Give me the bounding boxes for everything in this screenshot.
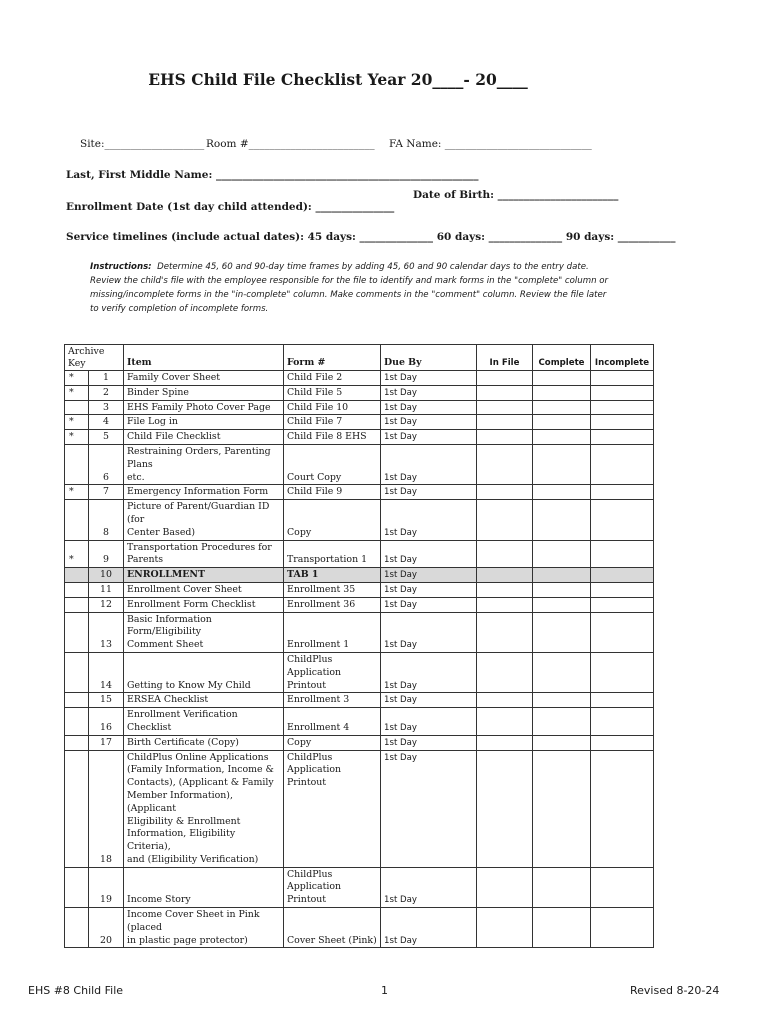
in-file-cell[interactable] — [477, 750, 533, 867]
in-file-cell[interactable] — [477, 385, 533, 400]
complete-cell[interactable] — [533, 371, 591, 386]
item-number-cell: 1 — [89, 371, 124, 386]
form-number-cell: Child File 9 — [284, 485, 381, 500]
in-file-cell[interactable] — [477, 371, 533, 386]
form-number-cell: Child File 2 — [284, 371, 381, 386]
due-by-cell: 1st Day — [381, 540, 477, 568]
form-number-cell: Child File 5 — [284, 385, 381, 400]
enrollment-date-field: Enrollment Date (1st day child attended): _______________ — [66, 201, 395, 213]
incomplete-cell[interactable] — [591, 430, 654, 445]
item-cell: ENROLLMENT — [124, 568, 284, 583]
in-file-cell[interactable] — [477, 430, 533, 445]
table-row — [65, 867, 654, 907]
instructions-label: Instructions: — [90, 262, 152, 272]
table-row — [65, 652, 654, 692]
in-file-cell[interactable] — [477, 540, 533, 568]
instructions-text: Determine 45, 60 and 90-day time frames by adding 45, 60 and 90 calendar days to the entry date. Review the child's file with the employee responsible for the file to identify and mark forms in the "complete" column or missing/incomplete forms in the "in-complete" column. Make comments in the "comment" column. Review the file later to verify completion of incomplete forms. — [90, 262, 609, 314]
archive-key-cell — [65, 400, 89, 415]
form-header: Form # — [284, 345, 381, 371]
due-by-cell: 1st Day — [381, 500, 477, 540]
archive-key-cell: * — [65, 415, 89, 430]
complete-cell[interactable] — [533, 693, 591, 708]
form-number-cell: Transportation 1 — [284, 540, 381, 568]
incomplete-cell[interactable] — [591, 708, 654, 736]
complete-cell[interactable] — [533, 485, 591, 500]
archive-key-cell — [65, 652, 89, 692]
item-number-cell: 6 — [89, 444, 124, 484]
due-by-cell: 1st Day — [381, 708, 477, 736]
complete-cell[interactable] — [533, 597, 591, 612]
in-file-cell[interactable] — [477, 444, 533, 484]
incomplete-cell[interactable] — [591, 908, 654, 948]
form-number-cell: Copy — [284, 500, 381, 540]
in-file-cell[interactable] — [477, 867, 533, 907]
in-file-cell[interactable] — [477, 500, 533, 540]
complete-cell[interactable] — [533, 867, 591, 907]
table-header-row — [65, 345, 654, 371]
in-file-cell[interactable] — [477, 415, 533, 430]
item-number-cell: 11 — [89, 582, 124, 597]
complete-cell[interactable] — [533, 708, 591, 736]
complete-cell[interactable] — [533, 612, 591, 652]
incomplete-cell[interactable] — [591, 415, 654, 430]
fa-name-field: FA Name: ____________________________ — [389, 138, 592, 150]
due-by-cell: 1st Day — [381, 612, 477, 652]
incomplete-cell[interactable] — [591, 371, 654, 386]
complete-cell[interactable] — [533, 500, 591, 540]
archive-key-header: Archive Key — [65, 345, 124, 371]
table-row — [65, 612, 654, 652]
item-cell: Basic Information Form/Eligibility Comment Sheet — [124, 612, 284, 652]
complete-cell[interactable] — [533, 444, 591, 484]
form-number-cell: Child File 7 — [284, 415, 381, 430]
incomplete-cell[interactable] — [591, 500, 654, 540]
complete-header: Complete — [533, 345, 591, 371]
item-number-cell: 15 — [89, 693, 124, 708]
archive-key-cell — [65, 597, 89, 612]
archive-key-cell — [65, 750, 89, 867]
footer-left: EHS #8 Child File — [28, 984, 124, 997]
item-cell: Getting to Know My Child — [124, 652, 284, 692]
due-by-cell: 1st Day — [381, 750, 477, 867]
checklist-table — [64, 344, 654, 948]
incomplete-cell[interactable] — [591, 540, 654, 568]
in-file-cell[interactable] — [477, 735, 533, 750]
form-number-cell: Child File 10 — [284, 400, 381, 415]
due-by-cell: 1st Day — [381, 400, 477, 415]
incomplete-cell[interactable] — [591, 652, 654, 692]
table-row — [65, 597, 654, 612]
item-cell: Income Story — [124, 867, 284, 907]
item-number-cell: 7 — [89, 485, 124, 500]
item-number-cell: 10 — [89, 568, 124, 583]
table-row — [65, 582, 654, 597]
complete-cell[interactable] — [533, 568, 591, 583]
item-cell: Enrollment Verification Checklist — [124, 708, 284, 736]
in-file-cell[interactable] — [477, 652, 533, 692]
item-number-cell: 9 — [89, 540, 124, 568]
in-file-header: In File — [477, 345, 533, 371]
service-timelines-field: Service timelines (include actual dates): 45 days: ______________ 60 days: ______________ 90 days: ___________ — [66, 231, 676, 243]
item-number-cell: 20 — [89, 908, 124, 948]
complete-cell[interactable] — [533, 415, 591, 430]
incomplete-cell[interactable] — [591, 444, 654, 484]
form-number-cell: Enrollment 1 — [284, 612, 381, 652]
table-row — [65, 415, 654, 430]
form-number-cell: ChildPlus Application Printout — [284, 750, 381, 867]
table-row — [65, 568, 654, 583]
form-number-cell: Court Copy — [284, 444, 381, 484]
footer-right: Revised 8-20-24 — [630, 984, 720, 997]
item-cell: Enrollment Cover Sheet — [124, 582, 284, 597]
form-number-cell: ChildPlus Application Printout — [284, 652, 381, 692]
form-number-cell: Enrollment 36 — [284, 597, 381, 612]
table-row — [65, 908, 654, 948]
complete-cell[interactable] — [533, 540, 591, 568]
due-by-cell: 1st Day — [381, 735, 477, 750]
item-number-cell: 3 — [89, 400, 124, 415]
item-cell: EHS Family Photo Cover Page — [124, 400, 284, 415]
archive-key-cell: * — [65, 540, 89, 568]
due-by-cell: 1st Day — [381, 444, 477, 484]
item-cell: File Log in — [124, 415, 284, 430]
due-by-cell: 1st Day — [381, 597, 477, 612]
table-row — [65, 708, 654, 736]
incomplete-cell[interactable] — [591, 750, 654, 867]
complete-cell[interactable] — [533, 430, 591, 445]
form-number-cell: Enrollment 35 — [284, 582, 381, 597]
item-cell: Income Cover Sheet in Pink (placed in plastic page protector) — [124, 908, 284, 948]
due-by-cell: 1st Day — [381, 582, 477, 597]
item-number-cell: 4 — [89, 415, 124, 430]
table-row — [65, 385, 654, 400]
item-cell: Transportation Procedures for Parents — [124, 540, 284, 568]
table-row — [65, 400, 654, 415]
item-number-cell: 18 — [89, 750, 124, 867]
form-number-cell: Child File 8 EHS — [284, 430, 381, 445]
incomplete-cell[interactable] — [591, 735, 654, 750]
incomplete-cell[interactable] — [591, 582, 654, 597]
complete-cell[interactable] — [533, 582, 591, 597]
room-field: Room #________________________ — [206, 138, 375, 150]
archive-key-cell — [65, 708, 89, 736]
due-by-cell: 1st Day — [381, 693, 477, 708]
item-number-cell: 13 — [89, 612, 124, 652]
archive-key-cell: * — [65, 371, 89, 386]
table-row — [65, 485, 654, 500]
archive-key-cell — [65, 568, 89, 583]
item-number-cell: 16 — [89, 708, 124, 736]
item-cell: Birth Certificate (Copy) — [124, 735, 284, 750]
date-of-birth-field: Date of Birth: _______________________ — [413, 189, 619, 201]
complete-cell[interactable] — [533, 400, 591, 415]
instructions — [90, 260, 610, 316]
incomplete-cell[interactable] — [591, 400, 654, 415]
in-file-cell[interactable] — [477, 908, 533, 948]
in-file-cell[interactable] — [477, 400, 533, 415]
table-row — [65, 371, 654, 386]
incomplete-cell[interactable] — [591, 385, 654, 400]
archive-key-cell: * — [65, 385, 89, 400]
in-file-cell[interactable] — [477, 582, 533, 597]
archive-key-cell — [65, 908, 89, 948]
child-name-field: Last, First Middle Name: __________________________________________________ — [66, 169, 479, 181]
due-by-cell: 1st Day — [381, 867, 477, 907]
incomplete-cell[interactable] — [591, 693, 654, 708]
due-by-cell: 1st Day — [381, 430, 477, 445]
item-number-cell: 14 — [89, 652, 124, 692]
due-by-cell: 1st Day — [381, 385, 477, 400]
item-number-cell: 12 — [89, 597, 124, 612]
incomplete-cell[interactable] — [591, 612, 654, 652]
archive-key-cell — [65, 612, 89, 652]
due-by-header: Due By — [381, 345, 477, 371]
due-by-cell: 1st Day — [381, 415, 477, 430]
incomplete-header: Incomplete — [591, 345, 654, 371]
item-cell: ChildPlus Online Applications (Family Information, Income & Contacts), (Applicant & Family Member Information), (Applicant Eligibility & Enrollment Information, Eligibility Criteria), and (Eligibility Verification) — [124, 750, 284, 867]
complete-cell[interactable] — [533, 908, 591, 948]
archive-key-cell — [65, 735, 89, 750]
archive-key-cell — [65, 867, 89, 907]
item-number-cell: 17 — [89, 735, 124, 750]
due-by-cell: 1st Day — [381, 568, 477, 583]
due-by-cell: 1st Day — [381, 908, 477, 948]
complete-cell[interactable] — [533, 385, 591, 400]
archive-key-cell: * — [65, 485, 89, 500]
item-number-cell: 8 — [89, 500, 124, 540]
complete-cell[interactable] — [533, 652, 591, 692]
item-cell: Binder Spine — [124, 385, 284, 400]
complete-cell[interactable] — [533, 750, 591, 867]
item-number-cell: 19 — [89, 867, 124, 907]
table-row — [65, 444, 654, 484]
due-by-cell: 1st Day — [381, 371, 477, 386]
in-file-cell[interactable] — [477, 612, 533, 652]
item-cell: Child File Checklist — [124, 430, 284, 445]
item-number-cell: 2 — [89, 385, 124, 400]
item-number-cell: 5 — [89, 430, 124, 445]
form-number-cell: Enrollment 3 — [284, 693, 381, 708]
site-field: Site:___________________ — [80, 138, 205, 150]
form-number-cell: TAB 1 — [284, 568, 381, 583]
table-row — [65, 540, 654, 568]
page-title: EHS Child File Checklist Year 20____- 20____ — [148, 70, 528, 89]
form-number-cell: Cover Sheet (Pink) — [284, 908, 381, 948]
table-row — [65, 750, 654, 867]
form-number-cell: Copy — [284, 735, 381, 750]
archive-key-cell — [65, 582, 89, 597]
in-file-cell[interactable] — [477, 693, 533, 708]
archive-key-cell — [65, 444, 89, 484]
table-row — [65, 430, 654, 445]
table-row — [65, 735, 654, 750]
in-file-cell[interactable] — [477, 485, 533, 500]
due-by-cell: 1st Day — [381, 485, 477, 500]
incomplete-cell[interactable] — [591, 568, 654, 583]
incomplete-cell[interactable] — [591, 485, 654, 500]
in-file-cell[interactable] — [477, 597, 533, 612]
incomplete-cell[interactable] — [591, 867, 654, 907]
item-cell: Emergency Information Form — [124, 485, 284, 500]
footer-page-number: 1 — [381, 984, 388, 997]
table-row — [65, 693, 654, 708]
archive-key-cell — [65, 500, 89, 540]
item-cell: Family Cover Sheet — [124, 371, 284, 386]
incomplete-cell[interactable] — [591, 597, 654, 612]
table-row — [65, 500, 654, 540]
form-number-cell: Enrollment 4 — [284, 708, 381, 736]
archive-key-cell: * — [65, 430, 89, 445]
complete-cell[interactable] — [533, 735, 591, 750]
item-cell: ERSEA Checklist — [124, 693, 284, 708]
item-cell: Picture of Parent/Guardian ID (for Center Based) — [124, 500, 284, 540]
item-cell: Restraining Orders, Parenting Plans etc. — [124, 444, 284, 484]
in-file-cell[interactable] — [477, 568, 533, 583]
in-file-cell[interactable] — [477, 708, 533, 736]
item-header: Item — [124, 345, 284, 371]
form-number-cell: ChildPlus Application Printout — [284, 867, 381, 907]
due-by-cell: 1st Day — [381, 652, 477, 692]
archive-key-cell — [65, 693, 89, 708]
item-cell: Enrollment Form Checklist — [124, 597, 284, 612]
